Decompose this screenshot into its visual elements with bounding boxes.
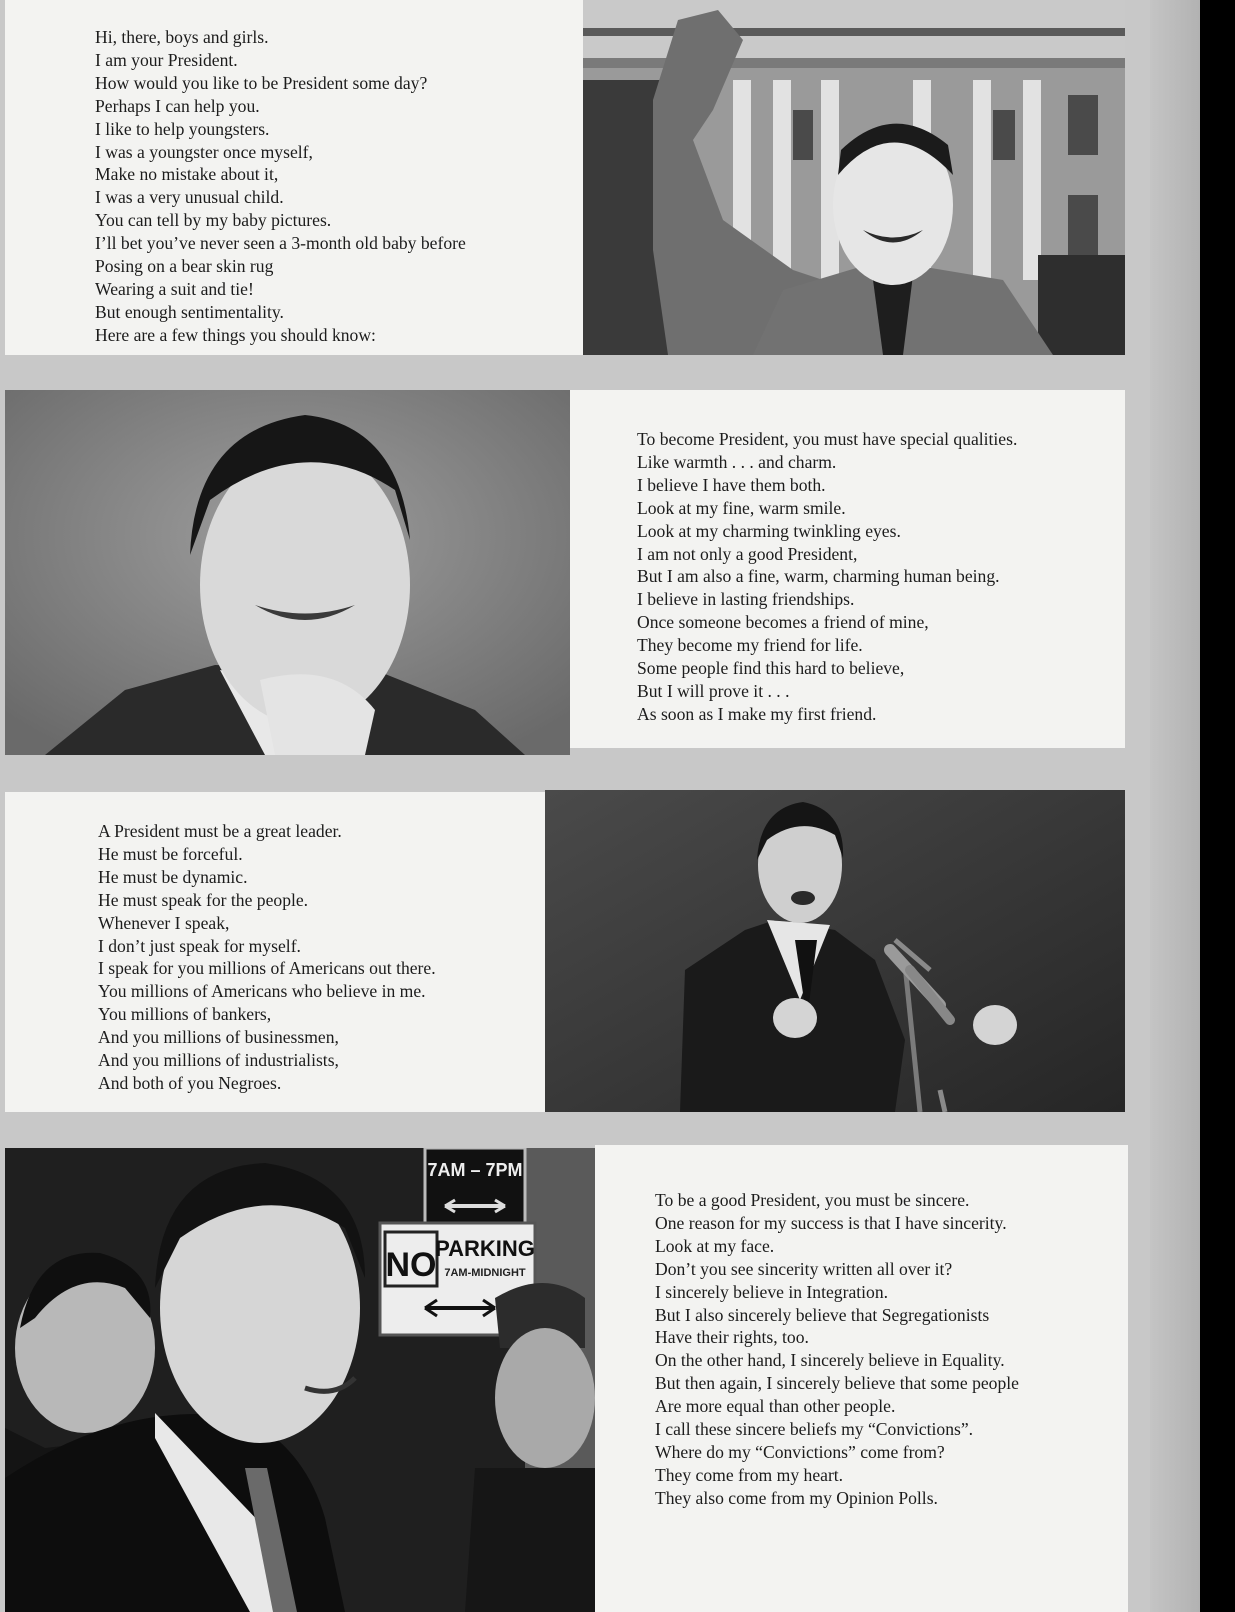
poem-line: He must speak for the people.	[98, 889, 309, 910]
poem-line: They become my friend for life.	[637, 635, 863, 656]
section-2-text-panel	[570, 390, 1125, 748]
poem-line: Make no mistake about it,	[95, 164, 279, 185]
poem-line: You can tell by my baby pictures.	[95, 210, 332, 231]
sign-parking: PARKING	[435, 1236, 535, 1261]
sign-hours: 7AM-MIDNIGHT	[444, 1267, 526, 1279]
poem-line: But I am also a fine, warm, charming human being.	[637, 566, 1000, 587]
poem-line: Look at my fine, warm smile.	[637, 497, 846, 518]
poem-line: I call these sincere beliefs my “Convictions”.	[655, 1419, 974, 1440]
poem-line: To become President, you must have special qualities.	[637, 429, 1018, 449]
section-3-text-panel	[5, 792, 545, 1112]
poem-line: Whenever I speak,	[98, 912, 230, 933]
poem-line: But I will prove it . . .	[637, 680, 790, 701]
white-house-wave-photo	[583, 0, 1125, 355]
poem-line: Once someone becomes a friend of mine,	[637, 612, 929, 633]
section-1-stanza	[95, 26, 466, 347]
poem-line: But then again, I sincerely believe that some people	[655, 1373, 1019, 1394]
poem-line: I believe I have them both.	[637, 474, 826, 495]
poem-line: On the other hand, I sincerely believe in Equality.	[655, 1350, 1005, 1371]
poem-line: And you millions of businessmen,	[98, 1027, 339, 1048]
poem-line: Posing on a bear skin rug	[95, 256, 274, 277]
poem-line: I speak for you millions of Americans out there.	[98, 958, 436, 979]
poem-line: I was a very unusual child.	[95, 187, 284, 208]
sign-no: NO	[385, 1246, 437, 1284]
page-edge-shadow	[1150, 0, 1200, 1612]
poem-line: And you millions of industrialists,	[98, 1050, 339, 1071]
poem-line: And both of you Negroes.	[98, 1072, 282, 1093]
sign-7am-7pm: 7AM – 7PM	[427, 1160, 523, 1180]
poem-line: I’ll bet you’ve never seen a 3-month old baby before	[95, 233, 466, 254]
poem-line: Look at my charming twinkling eyes.	[637, 520, 901, 541]
poem-line: He must be forceful.	[98, 843, 243, 864]
poem-line: A President must be a great leader.	[98, 821, 342, 841]
poem-line: Perhaps I can help you.	[95, 95, 260, 116]
poem-line: I like to help youngsters.	[95, 118, 270, 139]
poem-line: You millions of Americans who believe in me.	[98, 981, 426, 1002]
poem-line: I am not only a good President,	[637, 543, 858, 564]
poem-line: To be a good President, you must be sincere.	[655, 1190, 970, 1210]
section-4-text-panel	[595, 1145, 1128, 1612]
poem-line: They come from my heart.	[655, 1464, 844, 1485]
white-house-wave-illustration	[583, 0, 1125, 355]
poem-line: But enough sentimentality.	[95, 301, 284, 322]
poem-line: I believe in lasting friendships.	[637, 589, 855, 610]
section-4-stanza	[655, 1189, 1019, 1510]
poem-line: They also come from my Opinion Polls.	[655, 1487, 938, 1508]
poem-line: Like warmth . . . and charm.	[637, 451, 837, 472]
poem-line: He must be dynamic.	[98, 866, 248, 887]
poem-line: Hi, there, boys and girls.	[95, 27, 269, 47]
smiling-chin-hand-photo	[5, 390, 570, 755]
poem-line: I don’t just speak for myself.	[98, 935, 301, 956]
poem-line: One reason for my success is that I have sincerity.	[655, 1212, 1007, 1233]
poem-line: I was a youngster once myself,	[95, 141, 313, 162]
poem-line: Are more equal than other people.	[655, 1396, 896, 1417]
poem-line: As soon as I make my first friend.	[637, 703, 877, 724]
poem-line: Where do my “Convictions” come from?	[655, 1441, 945, 1462]
poem-line: Have their rights, too.	[655, 1327, 809, 1348]
section-2-stanza	[637, 428, 1017, 726]
poem-line: I am your President.	[95, 49, 238, 70]
poem-line: Some people find this hard to believe,	[637, 658, 905, 679]
poem-line: You millions of bankers,	[98, 1004, 272, 1025]
poem-line: Don’t you see sincerity written all over it?	[655, 1258, 953, 1279]
poem-line: How would you like to be President some day?	[95, 72, 428, 93]
poem-line: But I also sincerely believe that Segregationists	[655, 1304, 990, 1325]
poem-line: Wearing a suit and tie!	[95, 278, 254, 299]
poem-line: Here are a few things you should know:	[95, 324, 376, 345]
speech-microphone-photo	[545, 790, 1125, 1112]
section-1-text-panel	[5, 0, 583, 355]
poem-line: I sincerely believe in Integration.	[655, 1281, 889, 1302]
speech-illustration	[545, 790, 1125, 1112]
street-corner-illustration	[5, 1148, 595, 1612]
section-3-stanza	[98, 820, 436, 1095]
street-corner-photo	[5, 1148, 595, 1612]
poem-line: Look at my face.	[655, 1235, 775, 1256]
smiling-portrait-illustration	[5, 390, 570, 755]
